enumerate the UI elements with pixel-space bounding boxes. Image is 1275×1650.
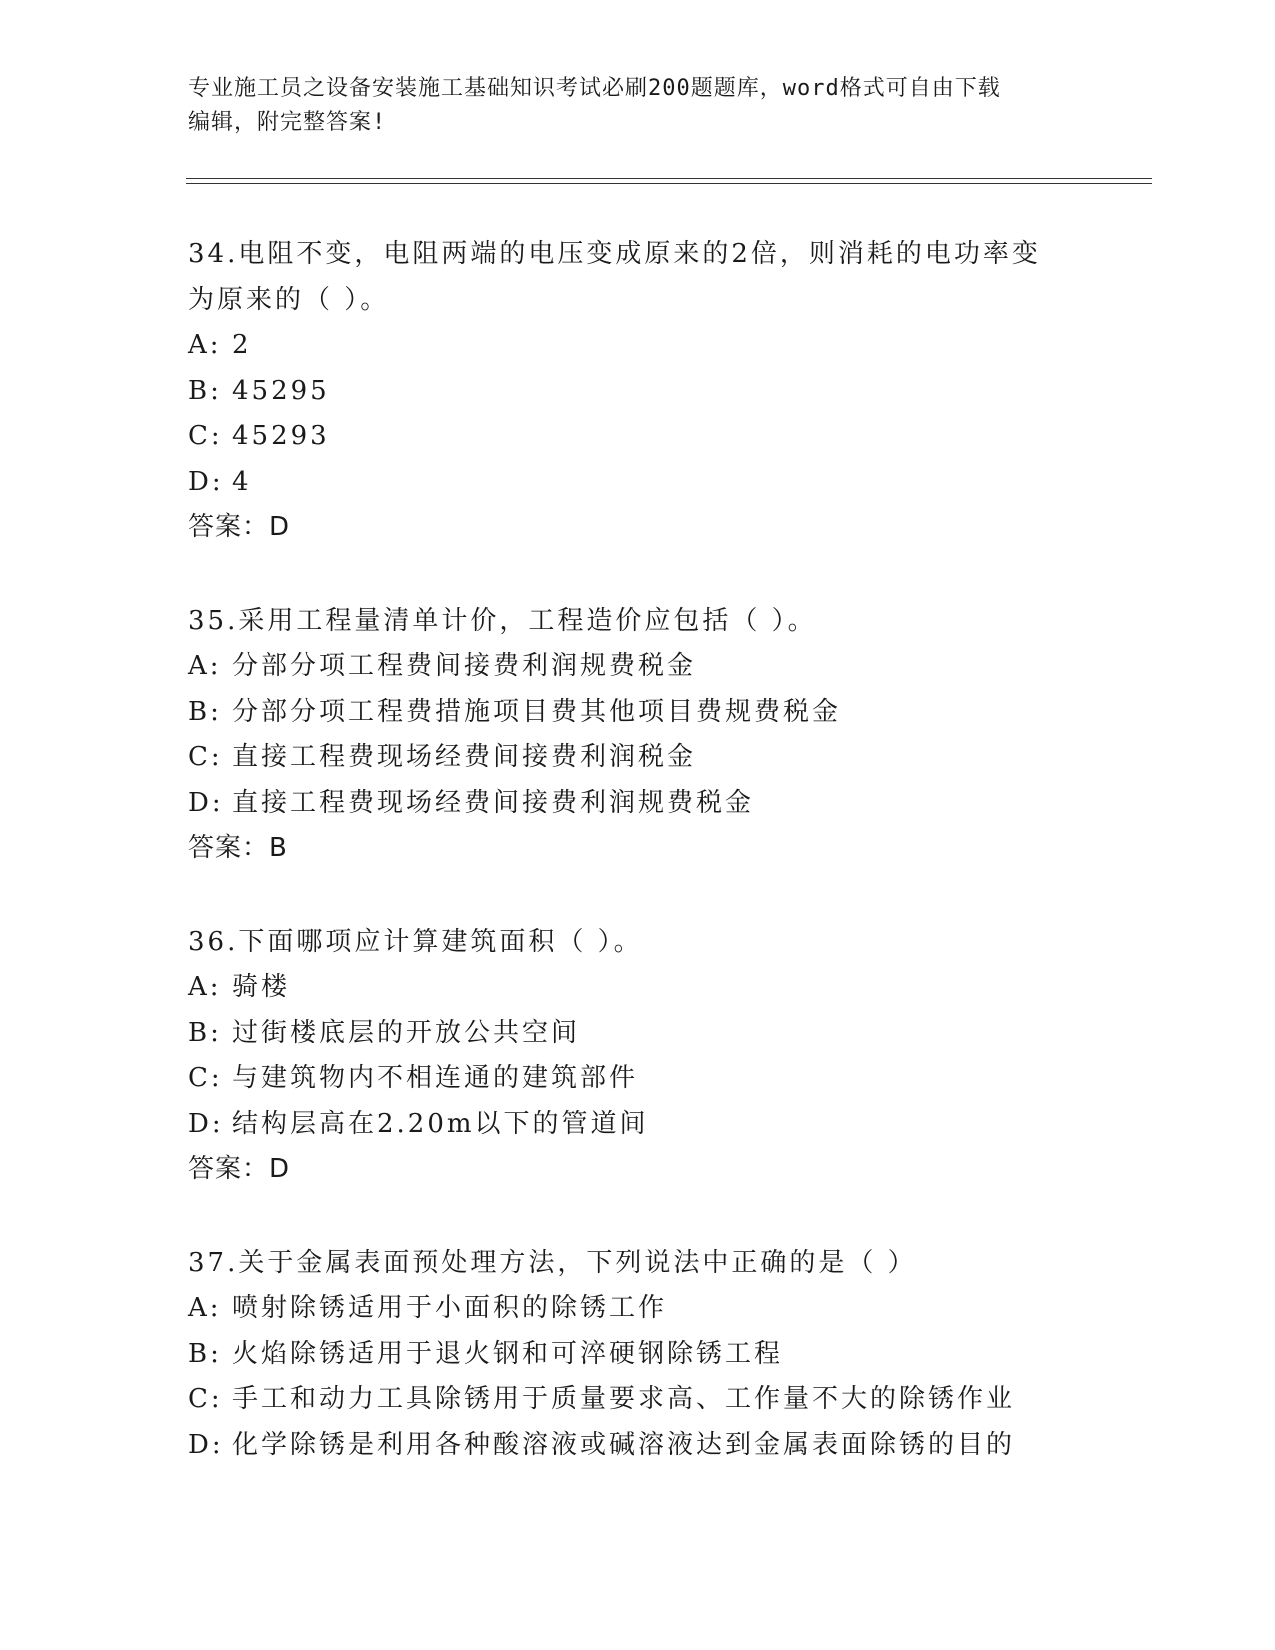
header-divider-bottom	[186, 183, 1152, 184]
option-d	[188, 781, 1188, 827]
option-b	[188, 369, 1188, 415]
option-b	[188, 1332, 1188, 1378]
header-divider-top	[186, 178, 1152, 179]
option-text: 45293	[232, 421, 330, 451]
question-35	[188, 599, 1188, 872]
option-a	[188, 965, 1188, 1011]
option-letter: D:	[188, 787, 224, 818]
question-stem: 35.采用工程量清单计价，工程造价应包括（ ）。	[188, 605, 817, 636]
option-letter: A:	[188, 651, 222, 681]
option-text: 分部分项工程费措施项目费其他项目费规费税金	[232, 696, 842, 727]
question-list	[188, 232, 1188, 1516]
option-text: 2	[232, 330, 252, 360]
option-letter: D:	[188, 466, 224, 497]
answer-label: 答案：D	[188, 1154, 291, 1184]
option-a	[188, 644, 1188, 690]
header-line-2: 编辑，附完整答案!	[188, 110, 387, 135]
option-letter: C:	[188, 742, 223, 772]
option-letter: B:	[188, 375, 222, 406]
question-34	[188, 232, 1188, 551]
header-line-1: 专业施工员之设备安装施工基础知识考试必刷200题题库，word格式可自由下载	[188, 76, 1001, 101]
option-d	[188, 1423, 1188, 1469]
option-letter: A:	[188, 972, 222, 1002]
option-letter: D:	[188, 1429, 224, 1460]
document-header	[188, 72, 1088, 140]
option-text: 结构层高在2.20m以下的管道间	[232, 1108, 649, 1139]
option-text: 过街楼底层的开放公共空间	[232, 1017, 581, 1048]
option-text: 手工和动力工具除锈用于质量要求高、工作量不大的除锈作业	[232, 1384, 1016, 1414]
option-letter: A:	[188, 330, 222, 360]
question-stem: 37.关于金属表面预处理方法，下列说法中正确的是（ ）	[188, 1247, 917, 1278]
option-text: 火焰除锈适用于退火钢和可淬硬钢除锈工程	[232, 1338, 784, 1369]
question-37	[188, 1241, 1188, 1469]
option-a	[188, 323, 1188, 369]
option-text: 化学除锈是利用各种酸溶液或碱溶液达到金属表面除锈的目的	[232, 1429, 1016, 1460]
option-d	[188, 1102, 1188, 1148]
answer-label: 答案：B	[188, 833, 288, 863]
option-c	[188, 414, 1188, 460]
option-letter: B:	[188, 1338, 222, 1369]
option-text: 与建筑物内不相连通的建筑部件	[232, 1063, 639, 1093]
option-b	[188, 1011, 1188, 1057]
option-text: 4	[232, 466, 252, 497]
option-text: 直接工程费现场经费间接费利润规费税金	[232, 787, 755, 818]
option-c	[188, 735, 1188, 781]
question-stem: 36.下面哪项应计算建筑面积（ ）。	[188, 926, 643, 957]
option-c	[188, 1377, 1188, 1423]
option-text: 喷射除锈适用于小面积的除锈工作	[232, 1293, 668, 1323]
option-letter: C:	[188, 421, 223, 451]
option-c	[188, 1056, 1188, 1102]
option-letter: B:	[188, 696, 222, 727]
answer-label: 答案：D	[188, 512, 291, 542]
option-b	[188, 690, 1188, 736]
question-36	[188, 920, 1188, 1193]
option-letter: B:	[188, 1017, 222, 1048]
option-letter: C:	[188, 1063, 223, 1093]
option-text: 45295	[232, 375, 330, 406]
question-stem: 34.电阻不变，电阻两端的电压变成原来的2倍，则消耗的电功率变为原来的（ ）。	[188, 239, 1041, 315]
option-text: 直接工程费现场经费间接费利润税金	[232, 742, 697, 772]
option-d	[188, 460, 1188, 506]
option-letter: A:	[188, 1293, 222, 1323]
option-a	[188, 1286, 1188, 1332]
option-text: 分部分项工程费间接费利润规费税金	[232, 651, 697, 681]
option-letter: D:	[188, 1108, 224, 1139]
option-letter: C:	[188, 1384, 223, 1414]
option-text: 骑楼	[232, 972, 291, 1002]
